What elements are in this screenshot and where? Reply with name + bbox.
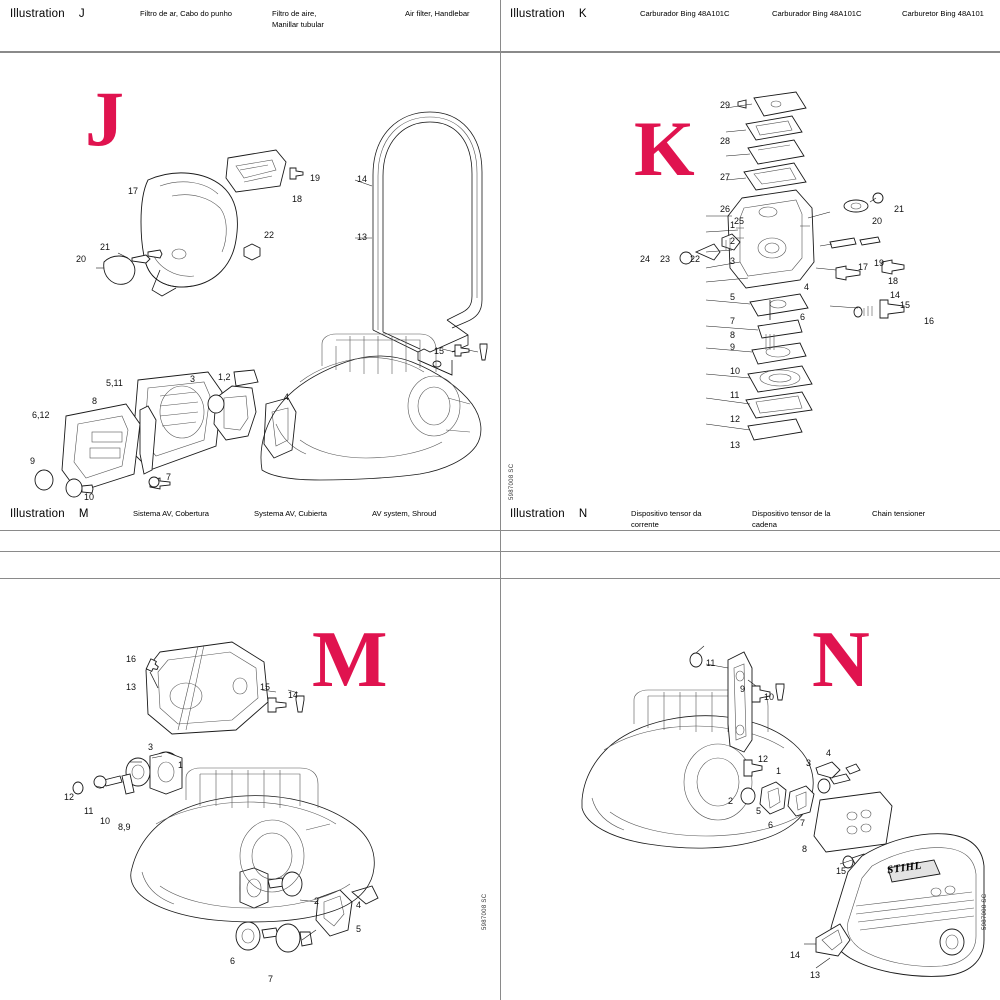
panel-n-callout-8: 8: [802, 844, 808, 854]
panel-n-callout-7: 7: [800, 818, 806, 828]
panel-n-caption-pt-line1: Dispositivo tensor da: [631, 509, 702, 518]
panel-j-caption-en: Air filter, Handlebar: [405, 9, 470, 18]
panel-k-callout-25: 25: [734, 216, 745, 226]
panel-k-callout-6: 6: [800, 312, 806, 322]
panel-n-side-code: 5987008 SC: [982, 893, 988, 930]
panel-m-callout-11: 11: [84, 806, 94, 816]
panel-k-callout-23: 23: [660, 254, 671, 264]
panel-j-callout-22: 22: [264, 230, 275, 240]
panel-j-callout-13: 13: [357, 232, 368, 242]
panel-m-caption-es: Systema AV, Cubierta: [254, 509, 328, 518]
panel-n-callout-4: 4: [826, 748, 832, 758]
panel-m-callout-5: 5: [356, 924, 362, 934]
panel-j-callout-21: 21: [100, 242, 111, 252]
panel-k-caption-en: Carburetor Bing 48A101: [902, 9, 984, 18]
panel-m-callout-1: 1: [178, 760, 184, 770]
page-vertical-separator-bottom: [500, 500, 501, 1000]
panel-m-label: Illustration: [10, 508, 65, 520]
panel-m-callout-10: 10: [100, 816, 111, 826]
panel-m-letter: M: [78, 508, 89, 520]
panel-j-callout-9: 9: [30, 456, 36, 466]
panel-illustration-k: [500, 0, 1000, 500]
panel-j-callout-8: 8: [92, 396, 98, 406]
panel-j-callout-4: 4: [284, 392, 290, 402]
panel-m-callout-12: 12: [64, 792, 75, 802]
panel-m-callout-7: 7: [268, 974, 274, 984]
panel-n-callout-11: 11: [706, 658, 716, 668]
panel-k-callout-17: 17: [858, 262, 869, 272]
panel-n-caption-es-line2: cadena: [752, 519, 777, 529]
panel-n-callout-15: 15: [836, 866, 847, 876]
panel-k-callout-24: 24: [640, 254, 651, 264]
panel-k-callout-10: 10: [730, 366, 741, 376]
panel-k-big-letter: K: [634, 105, 695, 192]
panel-m-caption-en: AV system, Shroud: [372, 509, 437, 518]
panel-n-letter: N: [578, 508, 588, 520]
panel-n-caption-pt-line2: corrente: [631, 519, 659, 529]
panel-j-callout-6-12: 6,12: [32, 410, 50, 420]
panel-k-callout-29: 29: [720, 100, 731, 110]
panel-k-callout-20: 20: [872, 216, 883, 226]
panel-m-drawing: [0, 500, 500, 950]
panel-n-label: Illustration: [510, 508, 565, 520]
panel-j-letter: J: [78, 8, 85, 20]
panel-illustration-m: [0, 500, 500, 1000]
panel-m-callout-8-9: 8,9: [118, 822, 131, 832]
panel-k-callout-1: 1: [730, 220, 736, 230]
panel-n-callout-3: 3: [806, 758, 812, 768]
panel-j-callout-10: 10: [84, 492, 95, 500]
panel-j-callout-18: 18: [292, 194, 303, 204]
panel-k-callout-15: 15: [900, 300, 911, 310]
panel-n-callout-13: 13: [810, 970, 821, 980]
panel-k-callout-9: 9: [730, 342, 736, 352]
panel-n-callout-2: 2: [728, 796, 734, 806]
panel-m-side-code: 5987008 SC: [482, 893, 488, 930]
panel-k-callout-27: 27: [720, 172, 731, 182]
panel-n-drawing: [500, 500, 1000, 950]
panel-k-callout-11: 11: [730, 390, 740, 400]
panel-k-drawing: [500, 0, 1000, 450]
panel-m-callout-4: 4: [356, 900, 362, 910]
panel-k-side-code: 5987008 SC: [509, 463, 515, 500]
panel-k-callout-7: 7: [730, 316, 736, 326]
panel-j-callout-20: 20: [76, 254, 87, 264]
panel-k-callout-5: 5: [730, 292, 736, 302]
panel-m-big-letter: M: [312, 616, 388, 704]
panel-n-callout-12: 12: [758, 754, 769, 764]
panel-k-letter: K: [578, 8, 587, 20]
panel-n-caption-es-line1: Dispositivo tensor de la: [752, 509, 831, 518]
panel-j-drawing: [0, 0, 500, 450]
panel-j-callout-7: 7: [166, 472, 172, 482]
panel-j-caption-es-line1: Filtro de aire,: [272, 9, 317, 18]
page-mid-rule-2: [0, 578, 1000, 579]
page-mid-rule: [0, 530, 1000, 531]
stihl-brand-label: STIHL: [886, 859, 923, 877]
panel-j-callout-1-2: 1,2: [218, 372, 231, 382]
panel-m-callout-3: 3: [148, 742, 154, 752]
panel-k-callout-16: 16: [924, 316, 935, 326]
panel-n-callout-1: 1: [776, 766, 782, 776]
panel-n-callout-10: 10: [764, 692, 775, 702]
panel-m-callout-16: 16: [126, 654, 137, 664]
panel-n-callout-9: 9: [740, 684, 746, 694]
panel-k-caption-es: Carburador Bing 48A101C: [772, 9, 862, 18]
panel-n-callout-6: 6: [768, 820, 774, 830]
panel-m-callout-15: 15: [260, 682, 271, 692]
panel-j-callout-14: 14: [357, 174, 368, 184]
panel-k-callout-21: 21: [894, 204, 905, 214]
panel-j-label: Illustration: [10, 8, 65, 20]
panel-k-callout-28: 28: [720, 136, 731, 146]
panel-j-callout-5-11: 5,11: [106, 378, 123, 388]
panel-m-callout-14: 14: [288, 690, 299, 700]
panel-k-label: Illustration: [510, 8, 565, 20]
panel-m-callout-13: 13: [126, 682, 137, 692]
panel-k-callout-22: 22: [690, 254, 701, 264]
panel-m-callout-2: 2: [314, 896, 320, 906]
panel-k-callout-8: 8: [730, 330, 736, 340]
panel-illustration-n: [500, 500, 1000, 1000]
panel-j-callout-17: 17: [128, 186, 139, 196]
page-vertical-separator-top: [500, 0, 501, 500]
panel-n-big-letter: N: [812, 616, 870, 704]
panel-k-callout-12: 12: [730, 414, 741, 424]
panel-j-caption-pt: Filtro de ar, Cabo do punho: [140, 9, 233, 18]
panel-k-callout-18: 18: [888, 276, 899, 286]
panel-n-callout-14: 14: [790, 950, 801, 960]
panel-k-callout-19: 19: [874, 258, 885, 268]
panel-k-caption-pt: Carburador Bing 48A101C: [640, 9, 730, 18]
panel-k-callout-14: 14: [890, 290, 901, 300]
panel-j-big-letter: J: [85, 75, 124, 162]
panel-n-callout-5: 5: [756, 806, 762, 816]
panel-k-callout-26: 26: [720, 204, 731, 214]
panel-n-caption-en: Chain tensioner: [872, 509, 926, 518]
panel-k-callout-2: 2: [730, 236, 736, 246]
panel-k-callout-3: 3: [730, 256, 736, 266]
panel-j-caption-es-line2: Manillar tubular: [272, 19, 324, 29]
panel-j-callout-15: 15: [434, 346, 445, 356]
page-top-rule: [0, 52, 1000, 53]
panel-j-callout-19: 19: [310, 173, 321, 183]
panel-illustration-j: [0, 0, 500, 500]
panel-m-caption-pt: Sistema AV, Cobertura: [133, 509, 209, 518]
panel-j-callout-3: 3: [190, 374, 196, 384]
panel-m-callout-6: 6: [230, 956, 236, 966]
panel-k-callout-4: 4: [804, 282, 810, 292]
panel-k-callout-13: 13: [730, 440, 741, 450]
